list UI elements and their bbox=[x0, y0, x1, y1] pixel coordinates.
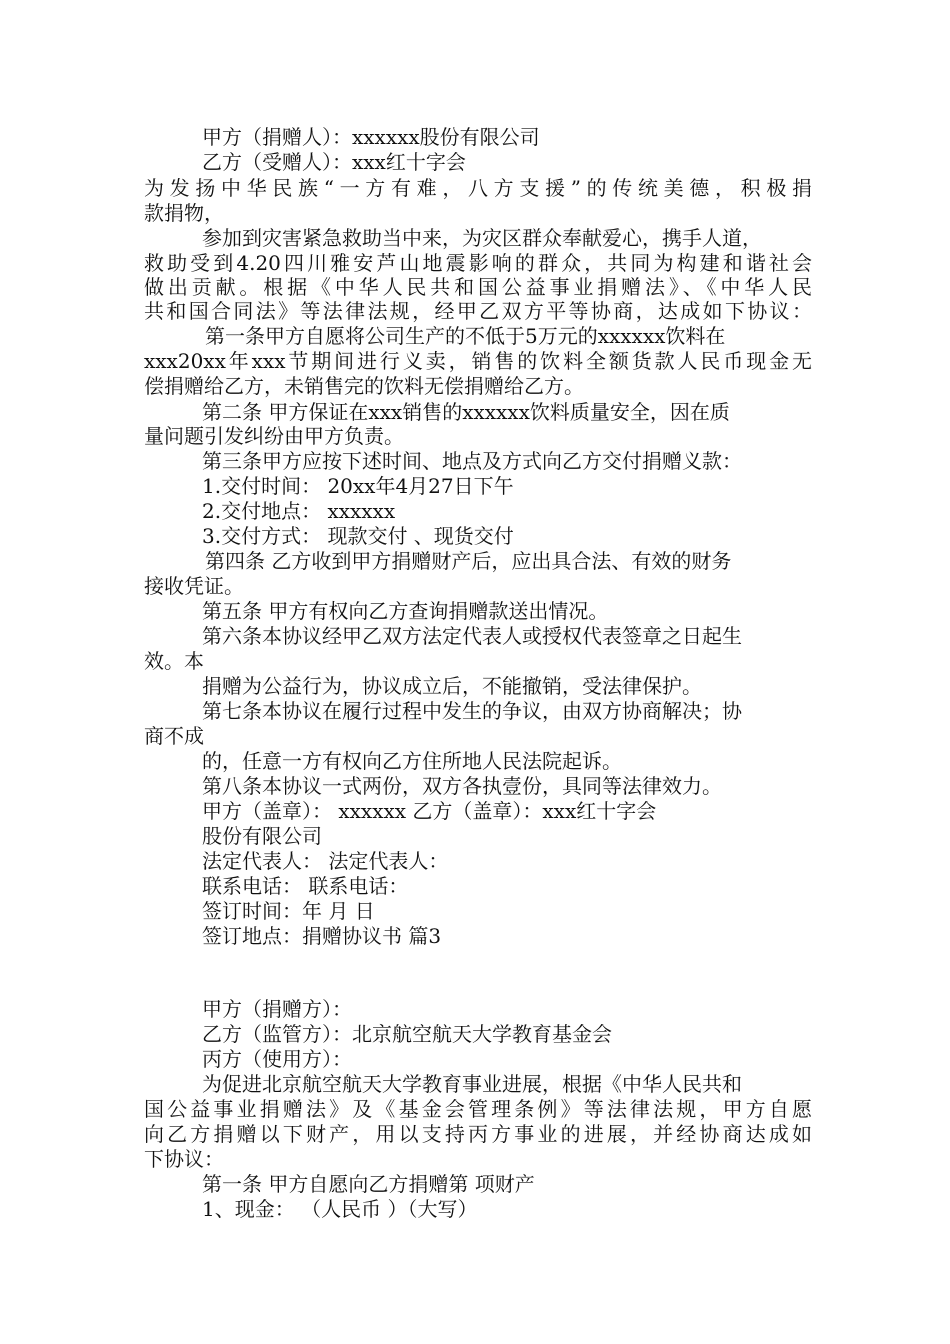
delivery-time-line: 1.交付时间： 20xx年4月27日下午 bbox=[202, 474, 514, 498]
article-2-line: 量问题引发纠纷由甲方负责。 bbox=[144, 424, 404, 448]
contact-phone-line: 联系电话： 联系电话： bbox=[202, 874, 409, 898]
delivery-place-line: 2.交付地点： xxxxxx bbox=[202, 499, 396, 523]
article-1-line: 第一条 甲方自愿向乙方捐赠第 项财产 bbox=[202, 1172, 535, 1196]
preamble-line: 为发扬中华民族“一方有难，八方支援”的传统美德，积极捐 bbox=[144, 176, 812, 200]
article-4-line: 接收凭证。 bbox=[144, 574, 244, 598]
preamble-line: 向乙方捐赠以下财产，用以支持丙方事业的进展，并经协商达成如 bbox=[144, 1122, 812, 1146]
supervisor-party-line: 乙方（监管方）：北京航空航天大学教育基金会 bbox=[202, 1022, 612, 1046]
signing-place-line: 签订地点：捐赠协议书 篇3 bbox=[202, 924, 442, 948]
recipient-party-line: 乙方（受赠人）：xxx红十字会 bbox=[202, 150, 466, 174]
article-7-line: 商不成 bbox=[144, 724, 204, 748]
preamble-line: 共和国合同法》等法律法规，经甲乙双方平等协商，达成如下协议： bbox=[144, 299, 812, 323]
preamble-line: 下协议： bbox=[144, 1147, 224, 1171]
article-4-line: 第四条 乙方收到甲方捐赠财产后，应出具合法、有效的财务 bbox=[205, 549, 732, 573]
preamble-line: 做出贡献。根据《中华人民共和国公益事业捐赠法》、《中华人民 bbox=[144, 275, 812, 299]
cash-item-line: 1、现金： （人民币 ）（大写） bbox=[202, 1197, 478, 1221]
preamble-line: 国公益事业捐赠法》及《基金会管理条例》等法律法规，甲方自愿 bbox=[144, 1097, 812, 1121]
legal-representative-line: 法定代表人： 法定代表人： bbox=[202, 849, 449, 873]
signature-company-line: 股份有限公司 bbox=[202, 824, 322, 848]
article-7-line: 的，任意一方有权向乙方住所地人民法院起诉。 bbox=[202, 749, 622, 773]
user-party-line: 丙方（使用方）： bbox=[202, 1047, 352, 1071]
article-2-line: 第二条 甲方保证在xxx销售的xxxxxx饮料质量安全，因在质 bbox=[202, 400, 730, 424]
preamble-line: 救助受到4.20四川雅安芦山地震影响的群众，共同为构建和谐社会 bbox=[144, 251, 812, 275]
article-1-line: 偿捐赠给乙方，未销售完的饮料无偿捐赠给乙方。 bbox=[144, 374, 584, 398]
donor-party-line: 甲方（捐赠方）： bbox=[202, 997, 352, 1021]
article-1-line: 第一条甲方自愿将公司生产的不低于5万元的xxxxxx饮料在 bbox=[205, 324, 726, 348]
signature-seal-line: 甲方（盖章）： xxxxxx 乙方（盖章）：xxx红十字会 bbox=[202, 799, 657, 823]
donor-party-line: 甲方（捐赠人）：xxxxxx股份有限公司 bbox=[202, 125, 540, 149]
article-3-line: 第三条甲方应按下述时间、地点及方式向乙方交付捐赠义款： bbox=[202, 449, 742, 473]
preamble-line: 款捐物， bbox=[144, 201, 224, 225]
article-6-line: 效。本 bbox=[144, 649, 204, 673]
preamble-line: 参加到灾害紧急救助当中来，为灾区群众奉献爱心，携手人道， bbox=[202, 226, 762, 250]
article-5-line: 第五条 甲方有权向乙方查询捐赠款送出情况。 bbox=[202, 599, 609, 623]
signing-date-line: 签订时间：年 月 日 bbox=[202, 899, 375, 923]
article-6-line: 第六条本协议经甲乙双方法定代表人或授权代表签章之日起生 bbox=[202, 624, 742, 648]
article-1-line: xxx20xx年xxx节期间进行义卖，销售的饮料全额货款人民币现金无 bbox=[144, 349, 812, 373]
article-8-line: 第八条本协议一式两份，双方各执壹份，具同等法律效力。 bbox=[202, 774, 722, 798]
article-6-line: 捐赠为公益行为，协议成立后，不能撤销，受法律保护。 bbox=[202, 674, 702, 698]
preamble-line: 为促进北京航空航天大学教育事业进展，根据《中华人民共和 bbox=[202, 1072, 742, 1096]
delivery-method-line: 3.交付方式： 现款交付 、现货交付 bbox=[202, 524, 514, 548]
article-7-line: 第七条本协议在履行过程中发生的争议，由双方协商解决；协 bbox=[202, 699, 742, 723]
